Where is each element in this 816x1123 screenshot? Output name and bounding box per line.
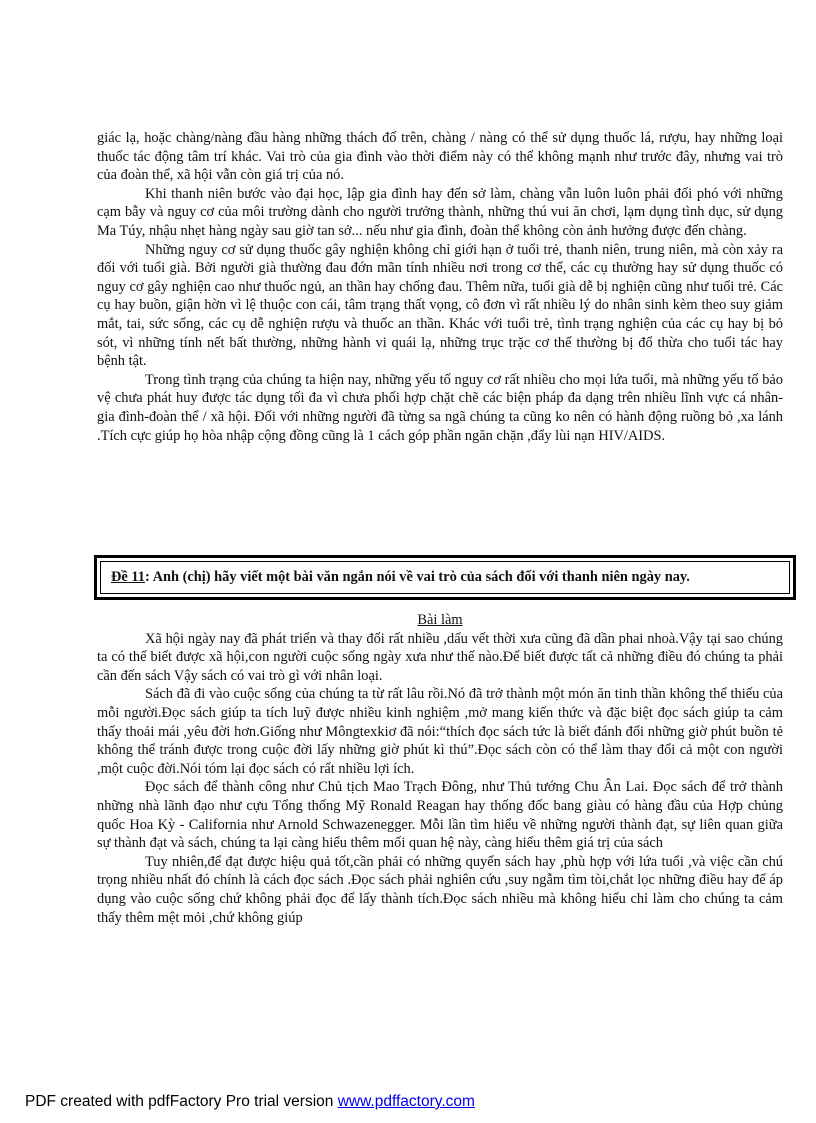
essay-section [97,630,783,928]
paragraph: Khi thanh niên bước vào đại học, lập gia đình hay đến sở làm, chàng vẫn luôn luôn phải đối phó với những cạm bẫy và nguy cơ của môi trường dành cho người trưởng thành, những thú vui ăn chơi, lạm dụng tình dục, sử dụng Ma Túy, nhậu nhẹt hàng ngày sau giờ tan sở... nếu như gia đình, đoàn thể không còn ảnh hưởng được đến chàng. [97,185,783,239]
pdf-footer [25,1093,475,1111]
topic-label: Đề 11 [111,569,145,585]
paragraph: Trong tình trạng của chúng ta hiện nay, những yếu tố nguy cơ rất nhiều cho mọi lứa tuổi, mà những yếu tố bảo vệ chưa phát huy được tác dụng tối đa vì chưa phối hợp chặt chẽ các biện pháp đa dạng trên nhiều lĩnh vực cá nhân-gia đình-đoàn thể / xã hội. Đối với những người đã từng sa ngã chúng ta cũng ko nên có hành động ruồng bỏ ,xa lánh .Tích cực giúp họ hòa nhập cộng đồng cũng là 1 cách góp phần ngăn chặn ,đẩy lùi nạn HIV/AIDS. [97,371,783,444]
intro-section [97,129,783,521]
paragraph: Sách đã đi vào cuộc sống của chúng ta từ rất lâu rồi.Nó đã trở thành một món ăn tinh thần không thể thiếu của mỗi người.Đọc sách giúp ta tích luỹ được nhiều kinh nghiệm ,mở mang kiến thức và đặc biệt đọc sách giúp ta cảm thấy thoải mái ,yêu đời hơn.Giống như Môngtexkiơ đã nói:“thích đọc sách tức là biết đánh đổi những giờ phút buồn tẻ không thể tránh được trong cuộc đời lấy những giờ phút kì thú”.Đọc sách còn có thể làm thay đổi cả một con người ,một cuộc đời.Nói tóm lại đọc sách có rất nhiều lợi ích. [97,686,783,777]
footer-link[interactable]: www.pdffactory.com [337,1093,475,1110]
footer-text: PDF created with pdfFactory Pro trial version [25,1093,338,1110]
paragraph: giác lạ, hoặc chàng/nàng đầu hàng những thách đố trên, chàng / nàng có thể sử dụng thuốc lá, rượu, hay những loại thuốc tác động tâm trí khác. Vai trò của gia đình vào thời điểm này có thể không mạnh như trước đây, nhưng vai trò của đoàn thể, xã hội vẫn còn giá trị của nó. [97,130,783,184]
topic-text: : Anh (chị) hãy viết một bài văn ngắn nói về vai trò của sách đối với thanh niên ngày nay. [144,569,690,585]
paragraph: Tuy nhiên,để đạt được hiệu quả tốt,cần phải có những quyển sách hay ,phù hợp với lứa tuổi ,và việc cần chú trọng nhiều nhất đó chính là cách đọc sách .Đọc sách phải nghiên cứu ,suy ngẫm tìm tòi,chắt lọc những điều hay để áp dụng vào cuộc sống chứ không phải đọc để lấy thành tích.Đọc sách nhiều mà không hiểu chỉ làm cho chúng ta cảm thấy thêm mệt mỏi ,chứ không giúp [97,853,783,926]
paragraph: Đọc sách để thành công như Chủ tịch Mao Trạch Đông, như Thủ tướng Chu Ân Lai. Đọc sách để trở thành những nhà lãnh đạo như cựu Tổng thống Mỹ Ronald Reagan hay thống đốc bang giàu có hàng đầu của Hợp chủng quốc Hoa Kỳ - California như Arnold Schwazenegger. Mỗi lần tìm hiểu về những người thành đạt, sự liên quan giữa sự thành đạt và sách, chúng ta lại càng hiểu thêm mối quan hệ này, càng hiểu thêm giá trị của sách [97,779,783,852]
essay-heading: Bài làm [417,612,463,628]
paragraph: Những nguy cơ sử dụng thuốc gây nghiện không chỉ giới hạn ở tuổi trẻ, thanh niên, trung niên, mà còn xảy ra đối với tuổi già. Bởi người già thường đau đớn mãn tính nhiều nơi trong cơ thể, các cụ thường hay sử dụng thuốc có nguy cơ gây nghiện cao như thuốc ngủ, an thần hay chống đau. Thêm nữa, tuổi già dễ bị nghiện cũng như tuổi trẻ. Các cụ hay buồn, giận hờn vì lệ thuộc con cái, tâm trạng thất vọng, cô đơn vì rất nhiều lý do nhân sinh kèm theo suy giảm mắt, tai, sức sống, các cụ dễ nghiện rượu và thuốc an thần. Khác với tuổi trẻ, tình trạng nghiện của các cụ hay bị bỏ sót, vì những tính nết bất thường, những hành vi quái lạ, những trục trặc cơ thể thường bị đổ thừa cho tuổi tác hay bệnh tật. [97,241,783,370]
topic-box [94,555,796,600]
document-page [97,129,783,927]
paragraph: Xã hội ngày nay đã phát triển và thay đổi rất nhiều ,dấu vết thời xưa cũng đã dần phai nhoà.Vậy tại sao chúng ta có thể biết được xã hội,con người cuộc sống ngày xưa như thế nào.Để biết được tất cả những điều đó chúng ta phải cần đến sách Vậy sách có vai trò gì với nhân loại. [97,630,783,684]
topic-title [100,561,790,594]
